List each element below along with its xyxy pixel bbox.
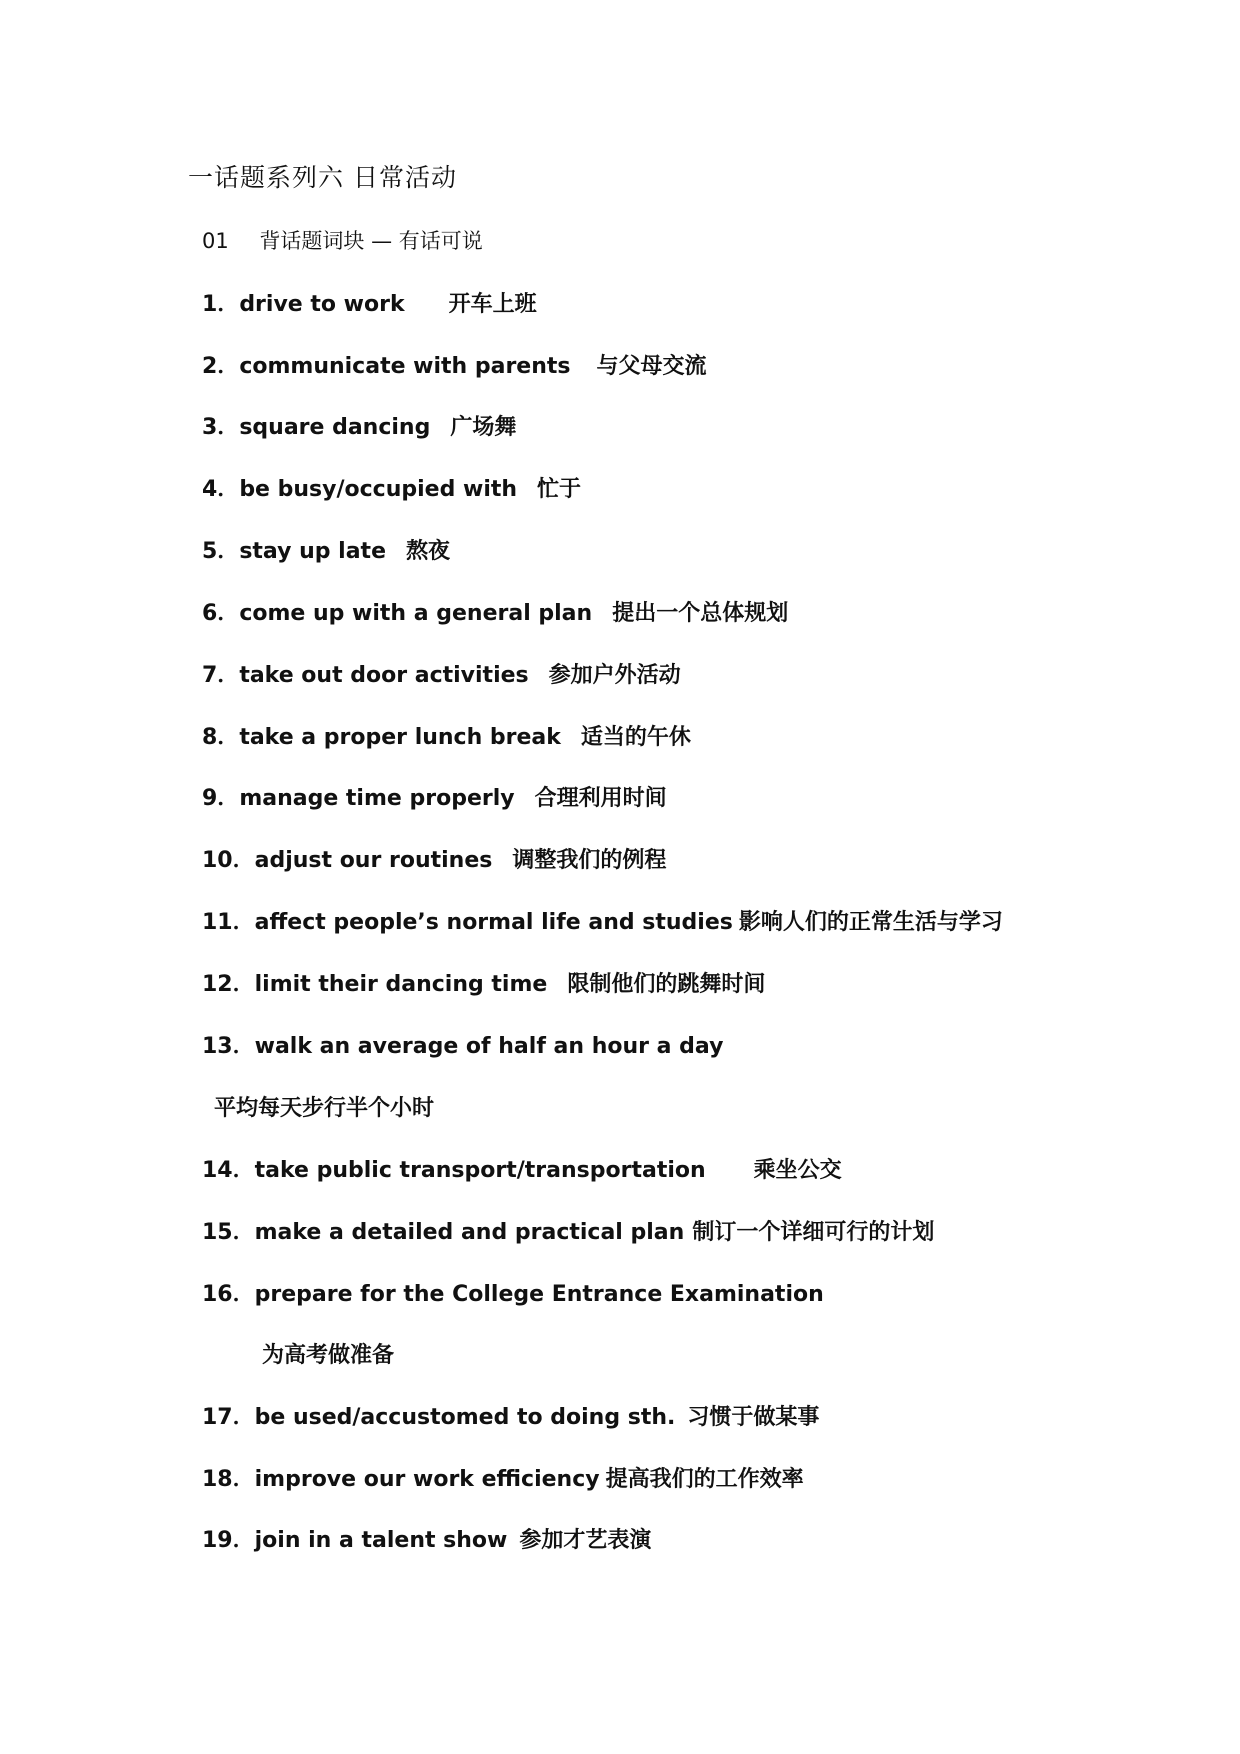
phrase-zh: 适当的午休 <box>580 725 691 750</box>
list-item: 14．take public transport/transportation 乘坐公交 <box>202 1158 842 1183</box>
phrase-zh: 与父母交流 <box>596 354 707 379</box>
phrase-zh: 忙于 <box>537 477 582 502</box>
phrase-en: manage time properly <box>239 786 515 811</box>
phrase-zh: 开车上班 <box>448 292 537 317</box>
phrase-zh: 限制他们的跳舞时间 <box>567 972 766 997</box>
phrase-en: affect people’s normal life and studies <box>254 910 733 935</box>
phrase-en: square dancing <box>239 415 431 440</box>
section-number: 01 <box>202 229 229 253</box>
phrase-zh-continuation: 平均每天步行半个小时 <box>214 1096 435 1121</box>
phrase-en: make a detailed and practical plan <box>254 1220 685 1245</box>
list-item: 19．join in a talent show 参加才艺表演 <box>202 1528 652 1553</box>
phrase-zh: 合理利用时间 <box>534 786 667 811</box>
phrase-en: adjust our routines <box>254 848 493 873</box>
phrase-zh: 熬夜 <box>406 539 451 564</box>
phrase-en: take a proper lunch break <box>239 725 561 750</box>
list-item: 4．be busy/occupied with 忙于 <box>202 477 582 502</box>
page-title: 一话题系列六 日常活动 <box>188 163 457 192</box>
list-item: 16．prepare for the College Entrance Examination <box>202 1282 824 1307</box>
list-item: 15．make a detailed and practical plan 制订一个详细可行的计划 <box>202 1220 935 1245</box>
phrase-en: join in a talent show <box>254 1528 508 1553</box>
list-item: 7．take out door activities 参加户外活动 <box>202 663 681 688</box>
list-item: 13．walk an average of half an hour a day <box>202 1034 724 1059</box>
phrase-en: limit their dancing time <box>254 972 548 997</box>
phrase-en: take out door activities <box>239 663 529 688</box>
phrase-zh: 广场舞 <box>450 415 517 440</box>
phrase-zh: 提高我们的工作效率 <box>605 1467 804 1492</box>
phrase-en: drive to work <box>239 292 405 317</box>
list-item: 11．affect people’s normal life and studies 影响人们的正常生活与学习 <box>202 910 1003 935</box>
phrase-zh: 影响人们的正常生活与学习 <box>738 910 1003 935</box>
list-item: 8．take a proper lunch break 适当的午休 <box>202 725 691 750</box>
phrase-en: be used/accustomed to doing sth. <box>254 1405 676 1430</box>
phrase-en: walk an average of half an hour a day <box>254 1034 724 1059</box>
phrase-zh: 参加户外活动 <box>548 663 681 688</box>
phrase-zh: 调整我们的例程 <box>512 848 667 873</box>
phrase-en: prepare for the College Entrance Examination <box>254 1282 824 1307</box>
list-item: 12．limit their dancing time 限制他们的跳舞时间 <box>202 972 766 997</box>
list-item: 1．drive to work 开车上班 <box>202 292 537 317</box>
phrase-zh: 制订一个详细可行的计划 <box>692 1220 935 1245</box>
list-item: 18．improve our work efficiency 提高我们的工作效率 <box>202 1467 804 1492</box>
phrase-en: improve our work efficiency <box>254 1467 600 1492</box>
phrase-zh: 习惯于做某事 <box>687 1405 820 1430</box>
list-item: 9．manage time properly 合理利用时间 <box>202 786 667 811</box>
list-item: 5．stay up late 熬夜 <box>202 539 451 564</box>
section-heading <box>202 225 483 255</box>
phrase-en: be busy/occupied with <box>239 477 518 502</box>
phrase-zh-continuation: 为高考做准备 <box>262 1343 395 1368</box>
phrase-zh: 提出一个总体规划 <box>612 601 789 626</box>
phrase-en: communicate with parents <box>239 354 571 379</box>
phrase-en: take public transport/transportation <box>254 1158 706 1183</box>
list-item: 2．communicate with parents 与父母交流 <box>202 354 707 379</box>
phrase-zh: 乘坐公交 <box>753 1158 842 1183</box>
list-item: 3．square dancing 广场舞 <box>202 415 517 440</box>
list-item: 10．adjust our routines 调整我们的例程 <box>202 848 667 873</box>
list-item: 17．be used/accustomed to doing sth. 习惯于做某事 <box>202 1405 820 1430</box>
phrase-zh: 参加才艺表演 <box>519 1528 652 1553</box>
section-heading-text: 背话题词块 — 有话可说 <box>259 229 483 253</box>
list-item: 6．come up with a general plan 提出一个总体规划 <box>202 601 789 626</box>
phrase-en: stay up late <box>239 539 386 564</box>
phrase-en: come up with a general plan <box>239 601 593 626</box>
